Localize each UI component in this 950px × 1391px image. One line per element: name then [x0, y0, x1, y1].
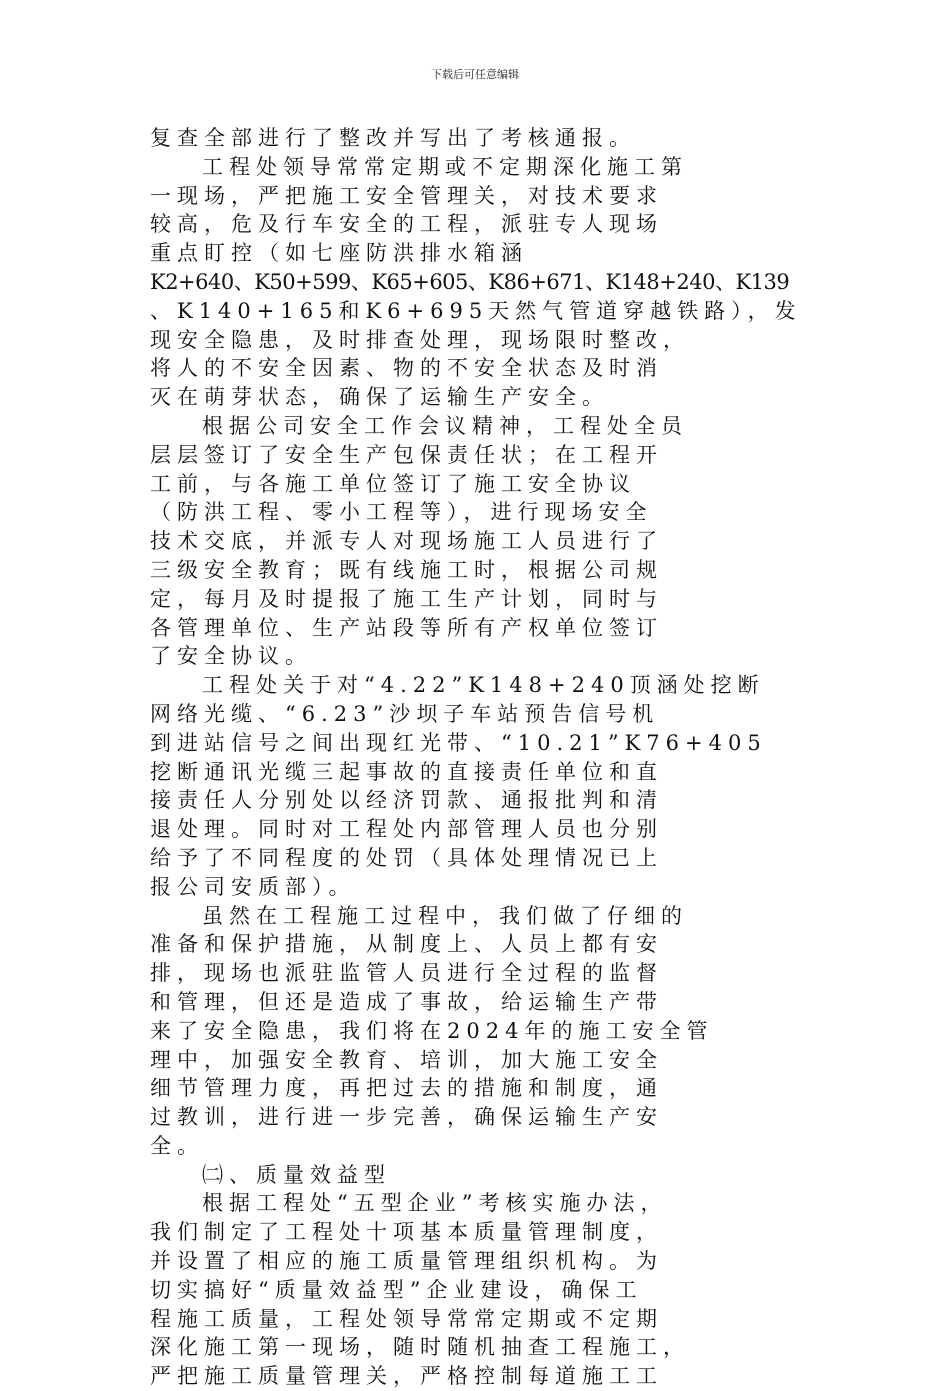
- text-line: 细节管理力度，再把过去的措施和制度，通: [150, 1076, 663, 1101]
- text-line: 网络光缆、“6.23”沙坝子车站预告信号机: [150, 701, 660, 726]
- text-line: 复查全部进行了整改并写出了考核通报。: [150, 126, 636, 150]
- text-line: 接责任人分别处以经济罚款、通报批判和清: [150, 788, 663, 813]
- text-line: 过教训，进行进一步完善，确保运输生产安: [150, 1105, 663, 1130]
- text-line: 报公司安质部）。: [150, 874, 356, 899]
- text-line: 灭在萌芽状态，确保了运输生产安全。: [150, 385, 609, 410]
- text-line: 全。: [150, 1133, 204, 1158]
- text-line: 根据工程处“五型企业”考核实施办法，: [202, 1191, 668, 1216]
- text-line: 给予了不同程度的处罚（具体处理情况已上: [150, 845, 663, 870]
- text-line: 定，每月及时提报了施工生产计划，同时与: [150, 586, 663, 611]
- text-line: 准备和保护措施，从制度上、人员上都有安: [150, 932, 663, 957]
- header-note: 下载后可任意编辑: [431, 68, 519, 81]
- text-line: 重点盯控（如七座防洪排水箱涵: [150, 241, 528, 266]
- text-line: 虽然在工程施工过程中，我们做了仔细的: [202, 903, 688, 928]
- text-line: 现安全隐患，及时排查处理，现场限时整改，: [150, 327, 690, 352]
- text-line: 工前，与各施工单位签订了施工安全协议: [150, 471, 636, 496]
- text-line: 排，现场也派驻监管人员进行全过程的监督: [150, 961, 663, 986]
- text-line: 工程处领导常常定期或不定期深化施工第: [202, 154, 688, 179]
- text-line: 各管理单位、生产站段等所有产权单位签订: [150, 615, 663, 640]
- text-line: 严把施工质量管理关，严格控制每道施工工: [150, 1364, 663, 1389]
- text-line: 退处理。同时对工程处内部管理人员也分别: [150, 817, 663, 842]
- text-line: （防洪工程、零小工程等），进行现场安全: [150, 500, 653, 525]
- body-text: [150, 124, 810, 1391]
- text-line: 层层签订了安全生产包保责任状；在工程开: [150, 442, 663, 467]
- text-line: 来了安全隐患，我们将在2024年的施工安全管: [150, 1018, 714, 1043]
- text-line: 了安全协议。: [150, 644, 312, 669]
- text-line: 三级安全教育；既有线施工时，根据公司规: [150, 557, 663, 582]
- text-line: 到进站信号之间出现红光带、“10.21”K76+405: [150, 730, 767, 755]
- text-line: 一现场，严把施工安全管理关，对技术要求: [150, 183, 663, 208]
- text-line: 较高，危及行车安全的工程，派驻专人现场: [150, 212, 663, 237]
- text-line: 将人的不安全因素、物的不安全状态及时消: [150, 356, 663, 381]
- text-line: 技术交底，并派专人对现场施工人员进行了: [150, 529, 663, 554]
- text-line: 根据公司安全工作会议精神，工程处全员: [202, 413, 688, 438]
- text-line: 工程处关于对“4.22”K148+240顶涵处挖断: [202, 673, 765, 698]
- text-line: ㈡、质量效益型: [202, 1162, 391, 1187]
- text-line: 程施工质量，工程处领导常常定期或不定期: [150, 1306, 663, 1331]
- text-line: 、K140+165和K6+695天然气管道穿越铁路），发: [150, 298, 802, 323]
- text-line: 和管理，但还是造成了事故，给运输生产带: [150, 989, 663, 1014]
- text-line: 理中，加强安全教育、培训，加大施工安全: [150, 1047, 663, 1072]
- text-line: 挖断通讯光缆三起事故的直接责任单位和直: [150, 759, 663, 784]
- text-line: 我们制定了工程处十项基本质量管理制度，: [150, 1220, 663, 1245]
- text-line: K2+640、K50+599、K65+605、K86+671、K148+240、K139: [150, 269, 790, 294]
- text-line: 切实搞好“质量效益型”企业建设，确保工: [150, 1277, 643, 1302]
- text-line: 并设置了相应的施工质量管理组织机构。为: [150, 1249, 663, 1274]
- text-line: 深化施工第一现场，随时随机抽查工程施工，: [150, 1335, 690, 1360]
